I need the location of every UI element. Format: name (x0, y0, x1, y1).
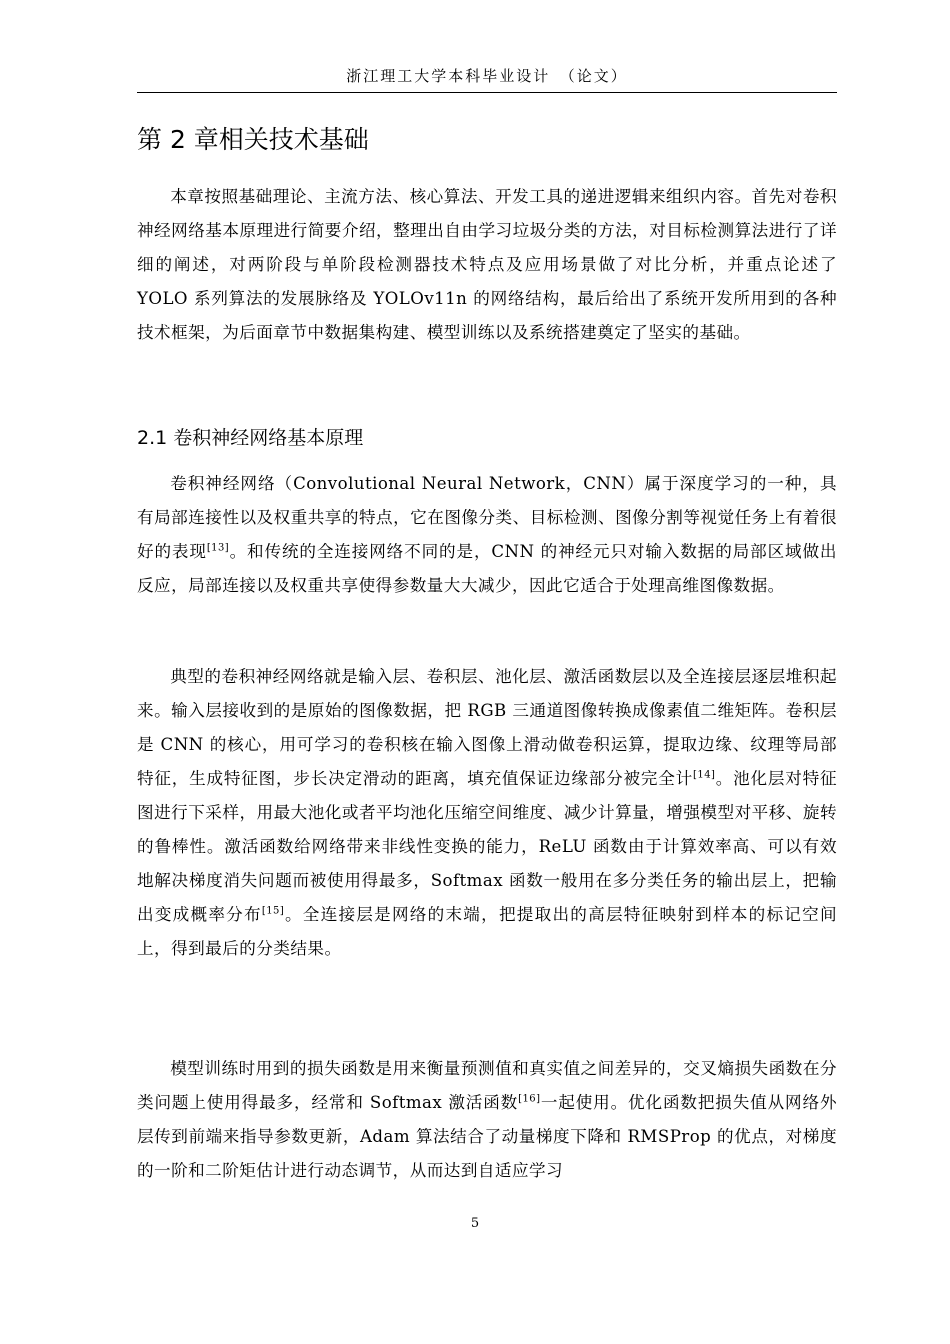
paragraph-text: 。全连接层是网络的末端，把提取出的高层特征映射到样本的标记空间上，得到最后的分类结果。 (137, 905, 837, 958)
running-header: 浙江理工大学本科毕业设计 （论文） (346, 67, 628, 85)
citation-ref: [16] (518, 1093, 541, 1105)
cnn-intro-paragraph (137, 467, 837, 603)
paragraph-text: 一起使用。优化函数把损失值从网络外层传到前端来指导参数更新，Adam 算法结合了动量梯度下降和 RMSProp 的优点，对梯度的一阶和二阶矩估计进行动态调节，从而达到自适应学习 (137, 1093, 837, 1180)
chapter-title: 第 2 章相关技术基础 (137, 125, 369, 154)
cnn-layers-paragraph (137, 660, 837, 966)
page-number: 5 (470, 1216, 480, 1231)
citation-ref: [15] (261, 905, 285, 917)
header-rule (137, 92, 837, 93)
citation-ref: [13] (206, 542, 230, 554)
section-title: 2.1 卷积神经网络基本原理 (137, 427, 364, 449)
intro-paragraph: 本章按照基础理论、主流方法、核心算法、开发工具的递进逻辑来组织内容。首先对卷积神经网络基本原理进行简要介绍，整理出自由学习垃圾分类的方法，对目标检测算法进行了详细的阐述，对两阶段与单阶段检测器技术特点及应用场景做了对比分析，并重点论述了 YOLO 系列算法的发展脉络及 YOLOv11n 的网络结构，最后给出了系统开发所用到的各种技术框架，为后面章节中数据集构建、模型训练以及系统搭建奠定了坚实的基础。 (137, 187, 837, 342)
paragraph-text: 典型的卷积神经网络就是输入层、卷积层、池化层、激活函数层以及全连接层逐层堆积起来。输入层接收到的是原始的图像数据，把 RGB 三通道图像转换成像素值二维矩阵。卷积层是 CNN 的核心，用可学习的卷积核在输入图像上滑动做卷积运算，提取边缘、纹理等局部特征，生成特征图，步长决定滑动的距离，填充值保证边缘部分被完全计 (137, 667, 837, 788)
paragraph-text: 模型训练时用到的损失函数是用来衡量预测值和真实值之间差异的，交叉熵损失函数在分类问题上使用得最多，经常和 Softmax 激活函数 (137, 1059, 837, 1112)
loss-function-paragraph (137, 1052, 837, 1188)
paragraph-text: 卷积神经网络（Convolutional Neural Network，CNN）属于深度学习的一种，具有局部连接性以及权重共享的特点，它在图像分类、目标检测、图像分割等视觉任务上有着很好的表现 (137, 474, 837, 561)
paragraph-text: 。和传统的全连接网络不同的是，CNN 的神经元只对输入数据的局部区域做出反应，局部连接以及权重共享使得参数量大大减少，因此它适合于处理高维图像数据。 (137, 542, 837, 595)
citation-ref: [14] (693, 769, 716, 781)
paragraph-text: 。池化层对特征图进行下采样，用最大池化或者平均池化压缩空间维度、减少计算量，增强模型对平移、旋转的鲁棒性。激活函数给网络带来非线性变换的能力，ReLU 函数由于计算效率高、可以有效地解决梯度消失问题而被使用得最多，Softmax 函数一般用在多分类任务的输出层上，把输出变成概率分布 (137, 769, 837, 924)
